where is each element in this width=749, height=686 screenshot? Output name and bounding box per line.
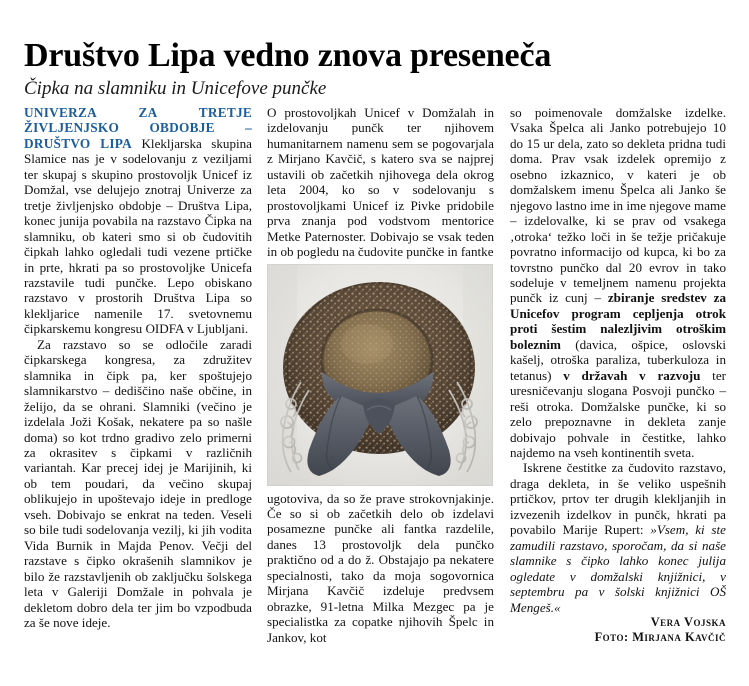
column3-bold-phrase-2: v državah v razvoju xyxy=(563,367,701,383)
straw-hat-photo-graphic xyxy=(267,264,493,486)
column3-quote: »Vsem, ki ste zamudili razstavo, sporočam, da si naše slamnike s čipko lahko konec julija ogledate v domžalski knjižnici, v septembru pa v šolski knjižnici OŠ Mengeš.« xyxy=(510,522,726,615)
article-column-1 xyxy=(24,105,252,630)
article-photo-straw-hat xyxy=(267,264,493,486)
column3-text-part-1: so poimenovale domžalske izdelke. Vsaka Špelca ali Janko potrebujejo 10 do 15 ur dela, zato so dekleta pridna tudi doma. Prav vsak izdelek opremijo z osebno izkaznico, v kateri je ob domžalskem imenu Špelca ali Janko še njegovo lastno ime in ime njegove mame – izdelovalke, ki se prav od vsakega ‚otroka‘ težko loči in še težje pričakuje povratno informacijo od kupca, ki bo za tovrstno punčko dal 20 evrov in tako sodeluje v temeljnem namenu projekta punčk iz cunj – xyxy=(510,105,726,306)
column3-paragraph-1 xyxy=(510,105,726,460)
article-column-3 xyxy=(510,105,726,646)
column2-paragraph-2: ugotoviva, da so že prave strokovnjakinje. Če so si ob začetkih delo ob izdelavi posamezne punčke ali fantka razdelile, danes 13 prostovoljk dela punčko praktično od a do ž. Obstajajo pa nekatere specialnosti, tako da moja sogovornica Mirjana Kavčič izdeluje predvsem obrazke, 91-letna Milka Mezgec pa je specialistka za copatke njihovih Špelc in Jankov, kot xyxy=(267,490,494,645)
byline-author: Vera Vojska xyxy=(650,614,726,629)
article-subhead: Čipka na slamniku in Unicefove punčke xyxy=(24,77,327,99)
article-column-2 xyxy=(267,105,494,645)
column3-text-part-2: (davica, ošpice, oslovski kašelj, otroška paraliza, tuberkuloza in tetanus) xyxy=(510,336,726,383)
byline-photo-credit: Foto: Mirjana Kavčič xyxy=(594,630,726,645)
column2-paragraph-1: O prostovoljkah Unicef v Domžalah in izdelovanju punčk ter njihovem humanitarnem namenu sem se pogovarjala z Mirjano Kavčič, s katero sva se najprej ustavili ob začetkih njihovega dela okrog leta 2004, ko so v sodelovanju s prostovoljkami Unicef iz Pivke pridobile prva znanja pod vodstvom mentorice Metke Paternoster. Dobivajo se vsak teden in ob pogledu na čudovite punčke in fantke xyxy=(267,105,494,260)
column1-paragraph-1-rest: Klekljarska skupina Slamice nas je v sodelovanju z veziljami ter skupaj s skupino prostovoljk Unicef iz Domžal, vse delujejo znotraj Univerze za tretje življenjsko obdobje – Društva Lipa, konec junija povabila na razstavo Čipka na slamniku, ob kateri smo si ob čudovitih čipkah lahko ogledali tudi vezene prtičke in prte, hkrati pa so prostovoljke Unicefa razstavile tudi punčke. Lepo obiskano razstavo v prostorih Društva Lipa so klekljarice namenile 17. svetovnemu čipkarskemu kongresu OIDFA v Ljubljani. xyxy=(24,135,252,337)
column1-paragraph-1 xyxy=(24,105,252,337)
column3-paragraph-2 xyxy=(510,460,726,615)
column3-text-part-3: ter uresničevanju slogana Posvoji punčko – reši otroka. Domžalske punčke, ki so zelo prepoznavne in dekleta zanje dobivajo pohvale in čestitke, lahko najdemo na vseh kontinentih sveta. xyxy=(510,367,726,460)
column1-paragraph-2: Za razstavo so se odločile zaradi čipkarskega kongresa, za združitev slamnika in čipk pa, ker spoštujejo slamnikarstvo – dediščino naše občine, in želijo, da se ohrani. Slamniki (večino je izdelala Joži Košak, nekatere pa so našle doma) so kot trdno gradivo zelo primerni za okrasitev s čipkami v različnih variantah. Kar precej idej je Marijinih, ki ob tem poudari, da večino skupaj oblikujejo in upoštevajo ideje in predloge vseh. Dobivajo se enkrat na teden. Veseli so bile tudi sodelovanja vezilj, ki jih vodita Vida Burnik in Majda Penov. Večji del razstave s čipko okrašenih slamnikov je bilo že razstavljenih ob zaključku šolskega leta v Galeriji Domžale in pohvala je dekletom dobro dela ter jim bo vzpodbuda za še nove ideje. xyxy=(24,336,252,630)
column3-bold-phrase-1: zbiranje sredstev za Unicefov program cepljenja otrok proti šestim nalezljivim otroškim boleznim xyxy=(510,290,726,352)
column3-paragraph-2-text: Iskrene čestitke za čudovito razstavo, draga dekleta, in še veliko uspešnih prtičkov, prtov ter drugih klekljanjih in izvezenih izdelkov in punčk, hkrati pa povabilo Marije Rupert: xyxy=(510,460,726,538)
page-title: Društvo Lipa vedno znova preseneča xyxy=(24,36,552,74)
lead-in-text: UNIVERZA ZA TRETJE ŽIVLJENJSKO OBDOBJE – DRUŠTVO LIPA xyxy=(24,105,252,151)
